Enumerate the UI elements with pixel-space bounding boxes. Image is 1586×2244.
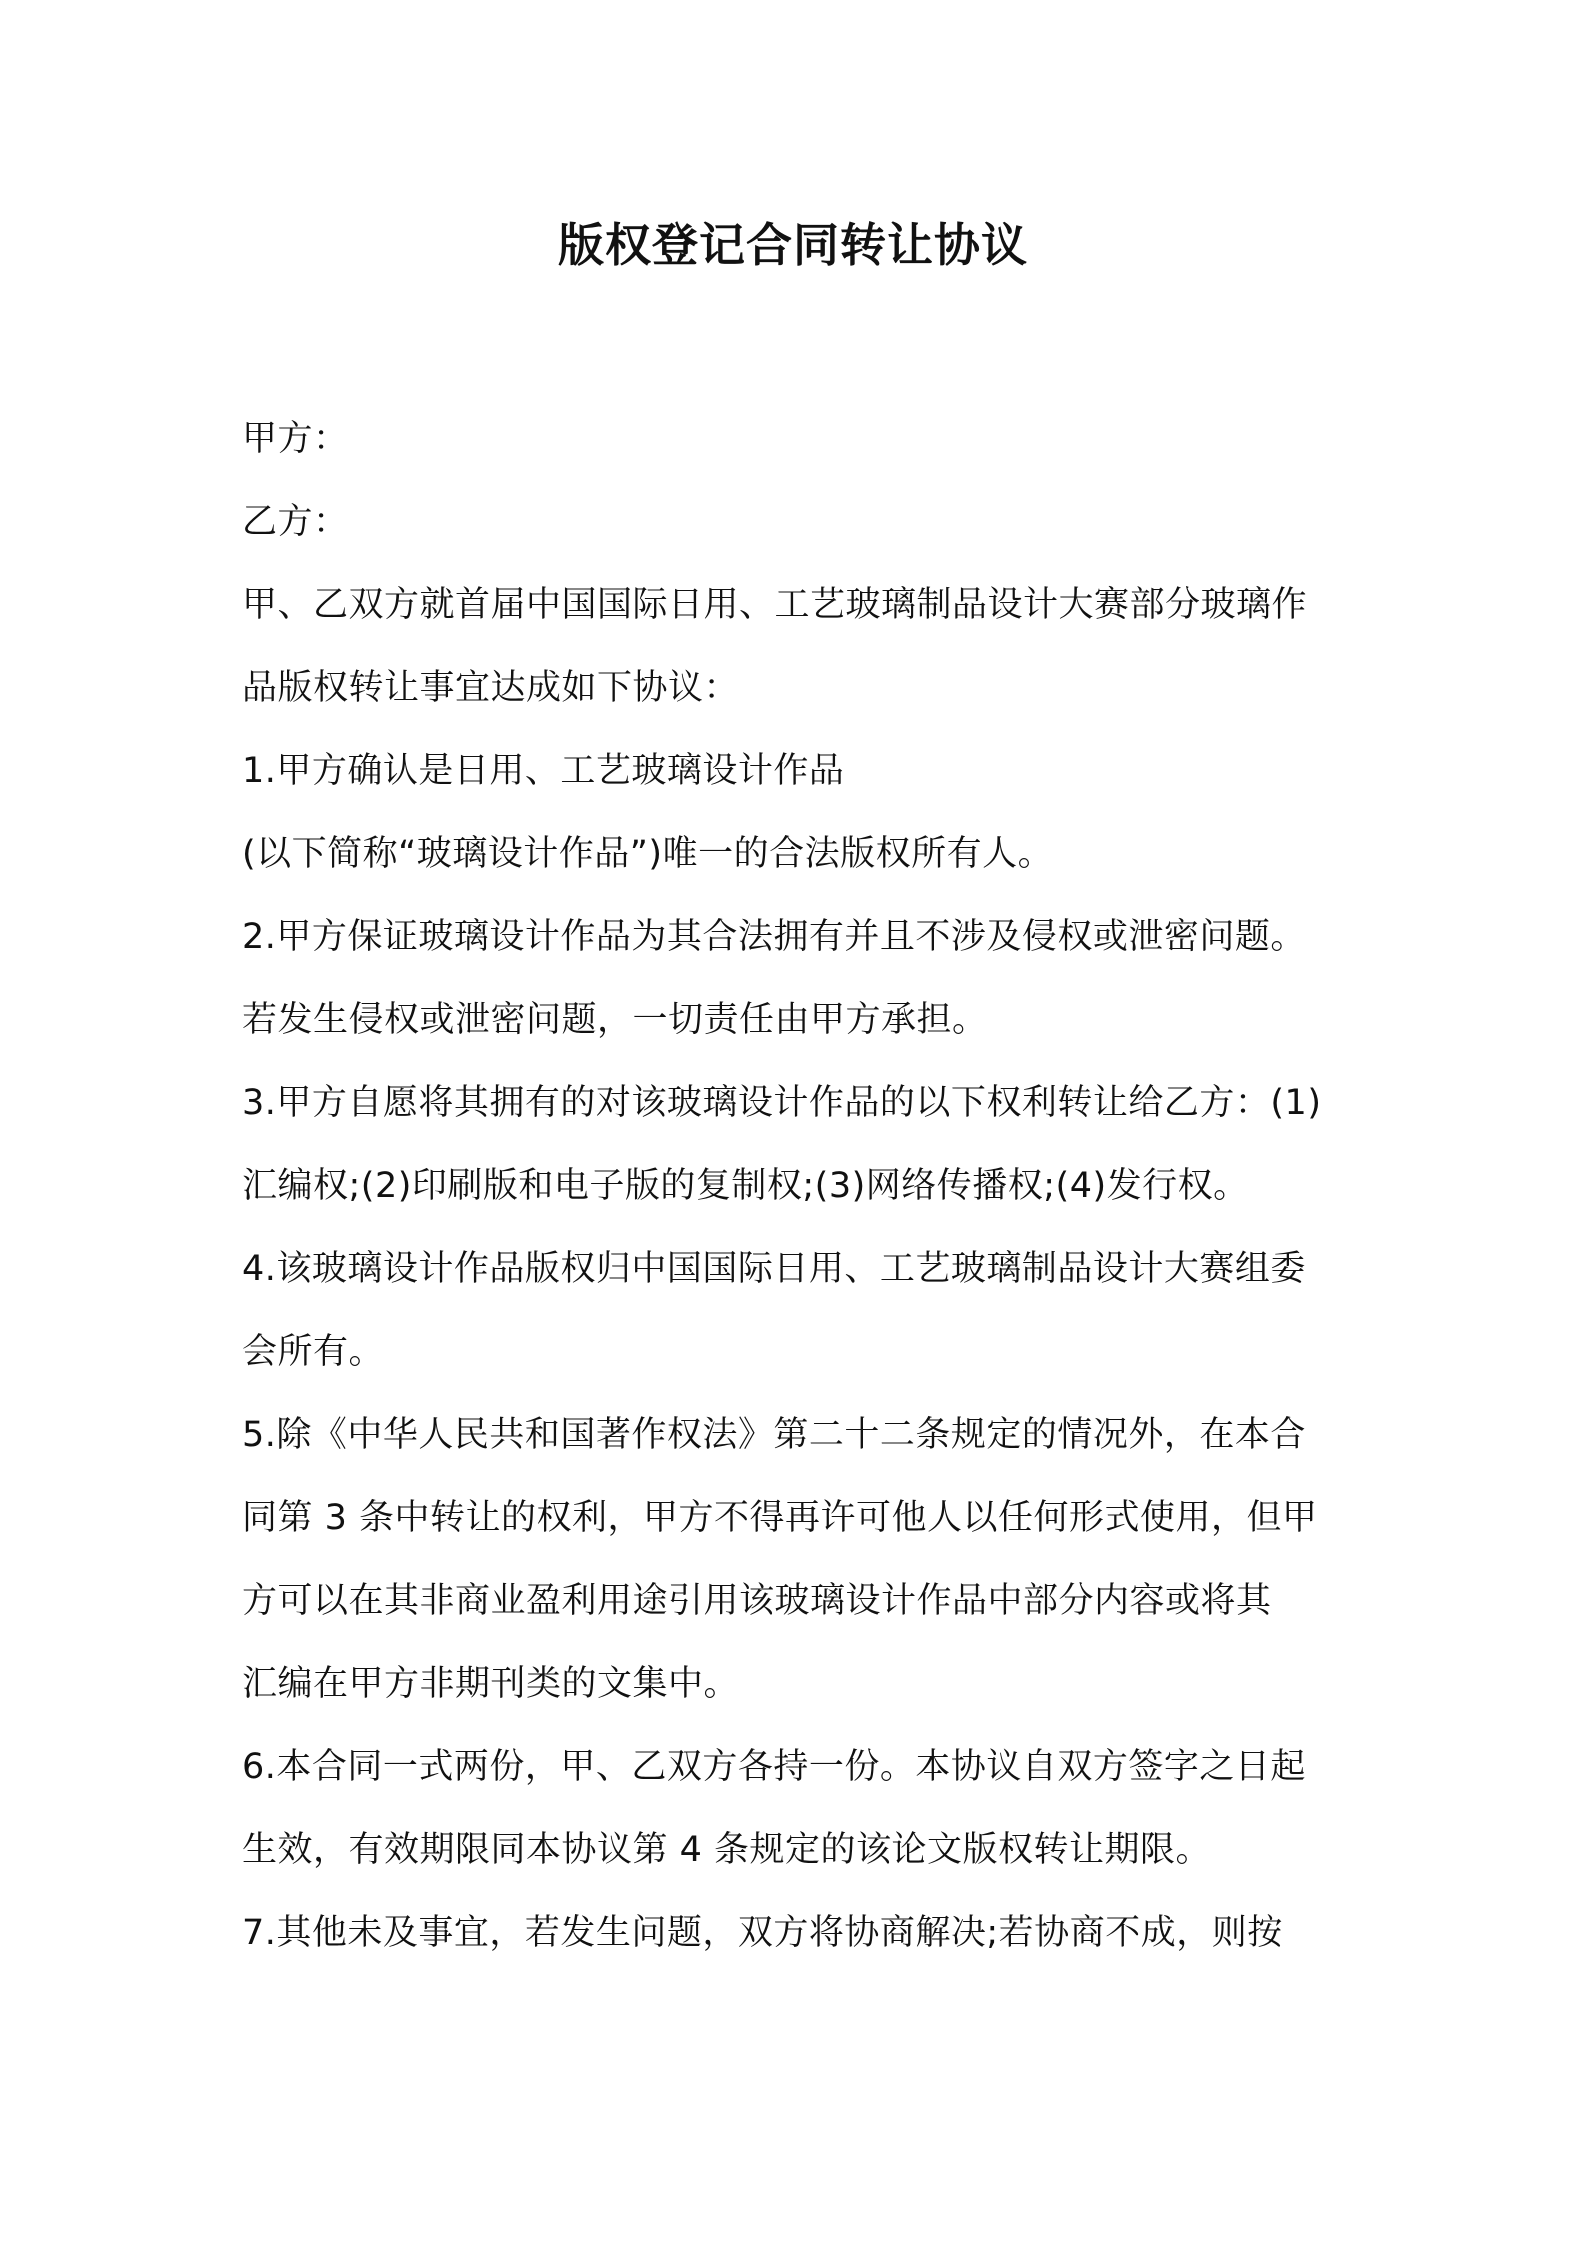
clause-2-line-2: 若发生侵权或泄密问题，一切责任由甲方承担。 <box>242 1000 988 1040</box>
document-title: 版权登记合同转让协议 <box>558 218 1028 272</box>
clause-5-line-1: 5.除《中华人民共和国著作权法》第二十二条规定的情况外，在本合 <box>242 1415 1306 1455</box>
clause-5-line-2: 同第 3 条中转让的权利，甲方不得再许可他人以任何形式使用，但甲 <box>242 1498 1318 1538</box>
clause-1-line-1: 1.甲方确认是日用、工艺玻璃设计作品 <box>242 751 845 791</box>
clause-4-line-2: 会所有。 <box>242 1332 385 1372</box>
clause-7-line-1: 7.其他未及事宜，若发生问题，双方将协商解决;若协商不成，则按 <box>242 1913 1283 1953</box>
intro-line-1: 甲、乙双方就首届中国国际日用、工艺玻璃制品设计大赛部分玻璃作 <box>242 585 1308 625</box>
party-b-line: 乙方： <box>242 502 349 542</box>
clause-3-line-2: 汇编权;(2)印刷版和电子版的复制权;(3)网络传播权;(4)发行权。 <box>242 1166 1249 1206</box>
clause-3-line-1: 3.甲方自愿将其拥有的对该玻璃设计作品的以下权利转让给乙方：(1) <box>242 1083 1322 1123</box>
party-a-line: 甲方： <box>242 419 349 459</box>
clause-6-line-1: 6.本合同一式两份，甲、乙双方各持一份。本协议自双方签字之日起 <box>242 1747 1306 1787</box>
clause-1-line-2: (以下简称“玻璃设计作品”)唯一的合法版权所有人。 <box>242 834 1054 874</box>
clause-6-line-2: 生效，有效期限同本协议第 4 条规定的该论文版权转让期限。 <box>242 1830 1212 1870</box>
intro-line-2: 品版权转让事宜达成如下协议： <box>242 668 740 708</box>
clause-4-line-1: 4.该玻璃设计作品版权归中国国际日用、工艺玻璃制品设计大赛组委 <box>242 1249 1306 1289</box>
clause-2-line-1: 2.甲方保证玻璃设计作品为其合法拥有并且不涉及侵权或泄密问题。 <box>242 917 1306 957</box>
clause-5-line-3: 方可以在其非商业盈利用途引用该玻璃设计作品中部分内容或将其 <box>242 1581 1272 1621</box>
clause-5-line-4: 汇编在甲方非期刊类的文集中。 <box>242 1664 740 1704</box>
